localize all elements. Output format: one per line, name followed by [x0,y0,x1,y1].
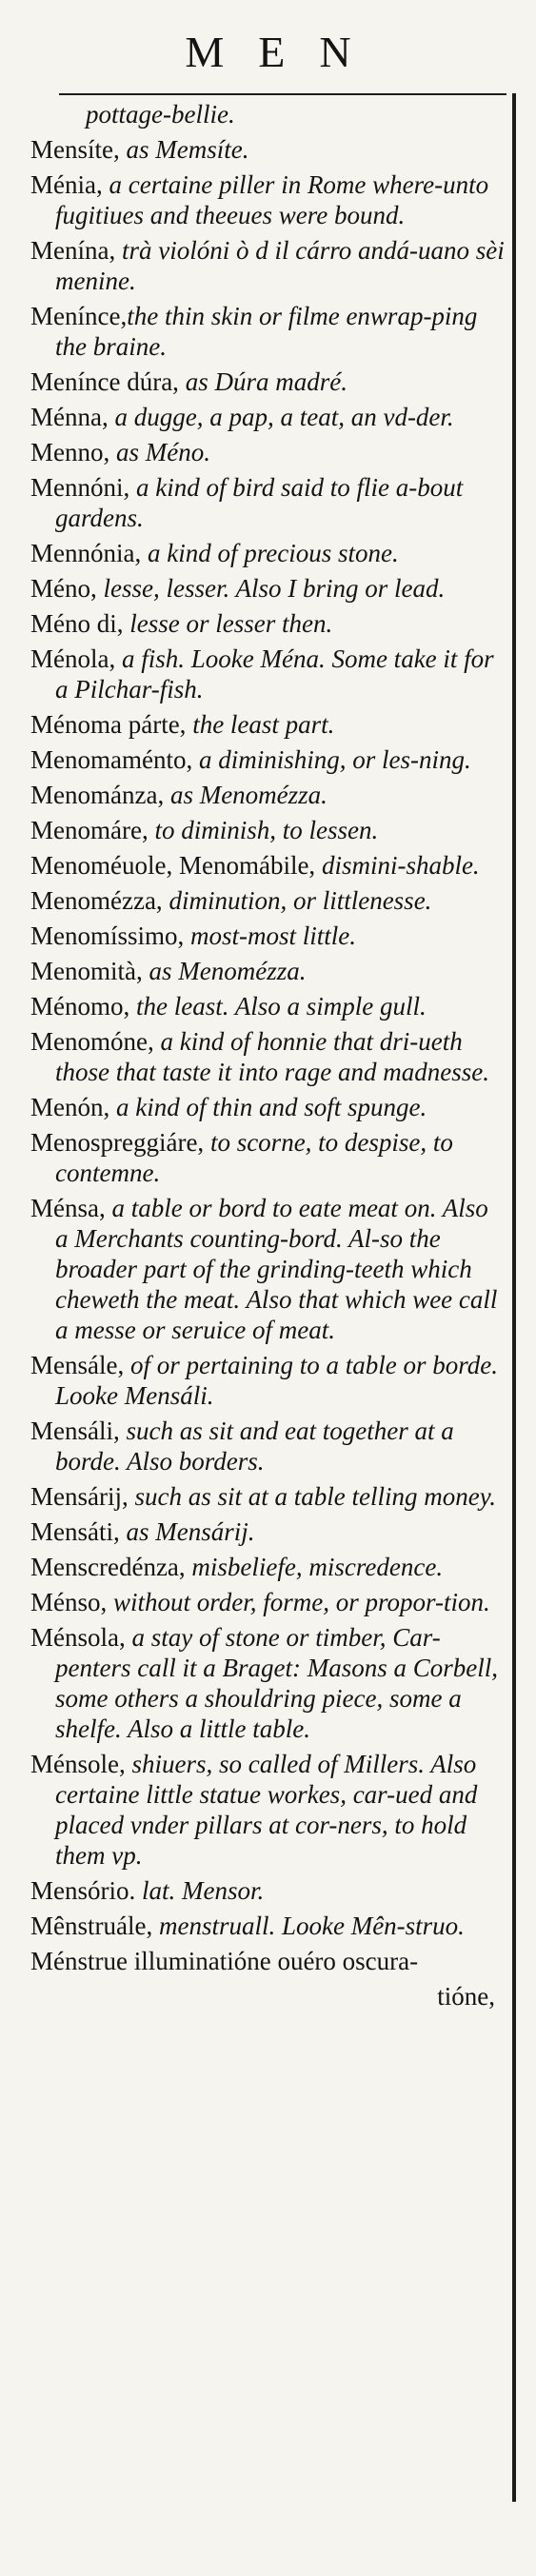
entry-list [30,99,506,2016]
dictionary-entry [30,1481,506,1512]
margin-rule [512,93,516,2502]
dictionary-entry [30,472,506,533]
dictionary-entry [30,301,506,362]
headword: Menína, [30,236,116,265]
headword: Menno, [30,438,110,466]
definition: the least. Also a simple gull. [129,992,427,1020]
definition: such as sit and eat together at a borde. Also borders. [55,1417,454,1476]
headword: Menón, [30,1093,110,1121]
headword: Menínce dúra, [30,367,179,396]
headword: Ménsola, [30,1623,126,1652]
headword: Ménstrue illuminatióne ouéro oscura- [30,1947,419,1975]
definition: lesse or lesser then. [123,609,333,638]
dictionary-entry [30,99,506,129]
dictionary-entry [30,1749,506,1871]
headword: Méno, [30,574,97,603]
dictionary-entry [30,1026,506,1087]
definition: trà violóni ò d il cárro andá-uano sèi menine. [55,236,505,295]
header-rule [59,93,506,95]
dictionary-entry [30,1875,506,1906]
definition: misbeliefe, miscredence. [185,1553,444,1581]
definition: a stay of stone or timber, Car-penters call it a Braget: Masons a Corbell, some others a shouldring piece, some a shelfe. Also a little table. [55,1623,498,1743]
headword: Ménomo, [30,992,130,1020]
definition: lesse, lesser. Also I bring or lead. [96,574,446,603]
dictionary-entry [30,1193,506,1345]
definition: without order, forme, or propor-tion. [107,1588,490,1616]
dictionary-entry [30,1622,506,1744]
headword: Menscredénza, [30,1553,186,1581]
dictionary-entry [30,538,506,568]
dictionary-entry [30,1516,506,1547]
dictionary-entry [30,709,506,740]
definition: a diminishing, or les-ning. [192,745,471,774]
definition: pottage-bellie. [86,100,235,129]
headword: Menomità, [30,957,143,985]
dictionary-entry [30,1946,506,1976]
headword: Ménsole, [30,1750,126,1778]
dictionary-entry [30,780,506,810]
dictionary-entry [30,437,506,467]
headword: Mensárij, [30,1482,129,1511]
definition: such as sit at a table telling money. [128,1482,496,1511]
headword: Mensáli, [30,1417,120,1445]
dictionary-entry [30,1092,506,1122]
headword: Menomaménto, [30,745,193,774]
definition: a kind of honnie that dri-ueth those that taste it into rage and madnesse. [55,1027,489,1086]
definition: diminution, or littlenesse. [162,886,432,915]
definition: a dugge, a pap, a teat, an vd-der. [108,403,454,431]
definition: most-most little. [184,921,357,950]
headword: Ménia, [30,170,103,199]
dictionary-entry [30,235,506,296]
definition: as Dúra madré. [178,367,347,396]
headword: Méno di, [30,609,124,638]
definition: a kind of precious stone. [141,539,399,567]
headword: Mênstruále, [30,1912,153,1940]
headword: Mensále, [30,1351,125,1379]
definition: a table or bord to eate meat on. Also a Merchants counting-bord. Al-so the broader part of the grinding-teeth which cheweth the meat. Also that which wee call a messe or seruice of meat. [55,1194,498,1344]
dictionary-entry [30,885,506,916]
definition: as Menomézza. [142,957,307,985]
definition: as Mensárij. [119,1517,255,1546]
definition: the thin skin or filme enwrap-ping the braine. [55,302,478,361]
dictionary-entry [30,1127,506,1188]
dictionary-entry [30,956,506,986]
dictionary-entry [30,921,506,951]
dictionary-entry [30,402,506,432]
headword: Ménso, [30,1588,108,1616]
definition: shiuers, so called of Millers. Also certaine little statue workes, car-ued and placed vnder pillars at cor-ners, to hold them vp. [55,1750,478,1870]
dictionary-entry [30,744,506,775]
headword: Menospreggiáre, [30,1128,205,1157]
dictionary-entry [30,134,506,165]
dictionary-entry [30,850,506,881]
definition: to diminish, to lessen. [148,816,379,844]
headword: Ménola, [30,644,116,673]
headword: Mennóni, [30,473,130,502]
dictionary-entry [30,644,506,704]
definition: a certaine piller in Rome where-unto fugitiues and theeues were bound. [55,170,489,229]
dictionary-entry [30,1416,506,1476]
dictionary-entry [30,169,506,230]
dictionary-entry [30,1350,506,1411]
headword: Menomíssimo, [30,921,185,950]
definition: as Méno. [109,438,210,466]
dictionary-entry [30,608,506,639]
page-header: MEN [185,28,386,76]
headword: Menománza, [30,781,165,809]
dictionary-entry [30,1587,506,1617]
headword: Mensáti, [30,1517,120,1546]
definition: dismini-shable. [315,851,480,880]
definition: as Menomézza. [164,781,328,809]
headword: Menínce, [30,302,128,330]
definition: of or pertaining to a table or borde. Looke Mensáli. [55,1351,498,1410]
dictionary-entry [30,573,506,604]
dictionary-entry [30,1911,506,1941]
headword: Mennónia, [30,539,142,567]
dictionary-entry [30,367,506,397]
headword: Mensório. [30,1876,136,1905]
dictionary-entry [30,991,506,1021]
definition: a kind of bird said to flie a-bout gardens. [55,473,464,532]
definition: menstruall. Looke Mên-struo. [152,1912,465,1940]
definition: a kind of thin and soft spunge. [109,1093,427,1121]
continuation-line: tióne, [437,1982,495,2011]
definition: to scorne, to despise, to contemne. [55,1128,453,1187]
headword: Menomézza, [30,886,163,915]
definition: as Memsíte. [119,135,249,164]
headword: Menoméuole, Menomábile, [30,851,316,880]
definition: a fish. Looke Ména. Some take it for a Pilchar-fish. [55,644,494,703]
definition: lat. Mensor. [135,1876,265,1905]
headword: Ménsa, [30,1194,106,1222]
definition: the least part. [186,710,335,739]
headword: Menomáre, [30,816,149,844]
headword: Ménoma párte, [30,710,187,739]
dictionary-entry [30,815,506,845]
dictionary-entry [30,1552,506,1582]
headword: Mensíte, [30,135,120,164]
headword: Menomóne, [30,1027,154,1056]
headword: Ménna, [30,403,109,431]
